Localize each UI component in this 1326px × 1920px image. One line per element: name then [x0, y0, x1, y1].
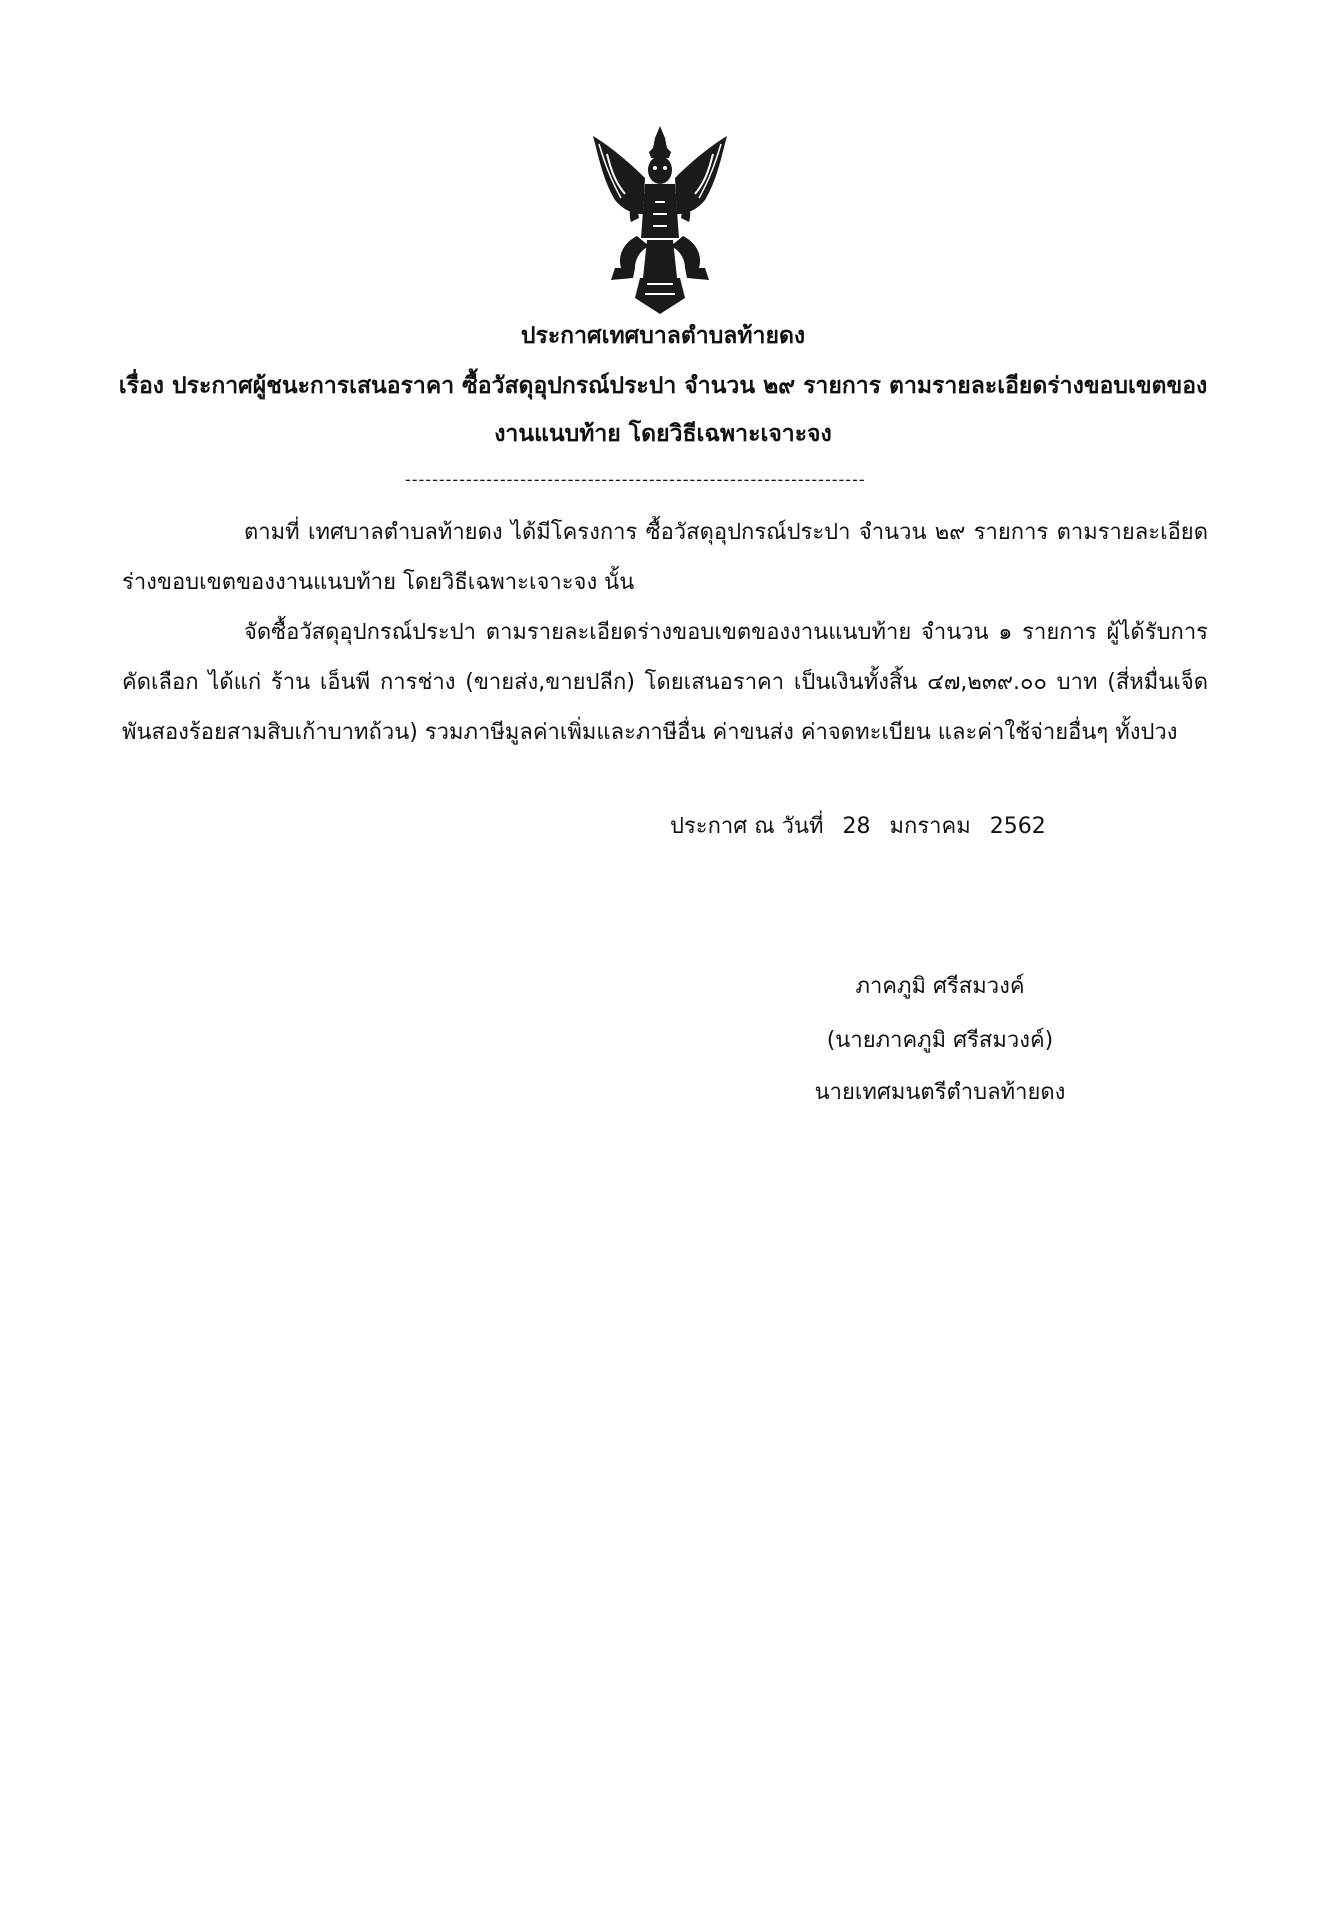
- separator-line: --------------------------------------------------------------------: [405, 470, 866, 489]
- date-month: มกราคม: [889, 814, 971, 839]
- subject-line-1: เรื่อง ประกาศผู้ชนะการเสนอราคา ซื้อวัสดุอุปกรณ์ประปา จำนวน ๒๙ รายการ ตามรายละเอียดร่างขอบเขตของ: [118, 373, 1208, 399]
- announcement-subject: [110, 362, 1216, 458]
- announcement-title: ประกาศเทศบาลตำบลท้ายดง: [520, 323, 806, 349]
- announcement-date: [670, 808, 1058, 843]
- signature-printed-name: (นายภาคภูมิ ศรีสมวงค์): [826, 1028, 1054, 1053]
- date-day: 28: [842, 814, 871, 839]
- date-prefix: ประกาศ ณ วันที่: [670, 814, 824, 839]
- paragraph-project: ตามที่ เทศบาลตำบลท้ายดง ได้มีโครงการ ซื้อวัสดุอุปกรณ์ประปา จำนวน ๒๙ รายการ ตามรายละเอียดร่างขอบเขตของงานแนบท้าย โดยวิธีเฉพาะเจาะจง นั้น: [122, 520, 1208, 595]
- subject-line-2: งานแนบท้าย โดยวิธีเฉพาะเจาะจง: [494, 421, 832, 447]
- signature-position: นายเทศมนตรีตำบลท้ายดง: [814, 1080, 1066, 1105]
- signature-signed-name: ภาคภูมิ ศรีสมวงค์: [855, 974, 1025, 999]
- garuda-emblem-icon: [585, 118, 735, 318]
- date-year: 2562: [989, 814, 1046, 839]
- paragraph-winner: จัดซื้อวัสดุอุปกรณ์ประปา ตามรายละเอียดร่างขอบเขตของงานแนบท้าย จำนวน ๑ รายการ ผู้ได้รับการคัดเลือก ได้แก่ ร้าน เอ็นพี การช่าง (ขายส่ง,ขายปลีก) โดยเสนอราคา เป็นเงินทั้งสิ้น ๔๗,๒๓๙.๐๐ บาท (สี่หมื่นเจ็ดพันสองร้อยสามสิบเก้าบาทถ้วน) รวมภาษีมูลค่าเพิ่มและภาษีอื่น ค่าขนส่ง ค่าจดทะเบียน และค่าใช้จ่ายอื่นๆ ทั้งปวง: [122, 620, 1208, 745]
